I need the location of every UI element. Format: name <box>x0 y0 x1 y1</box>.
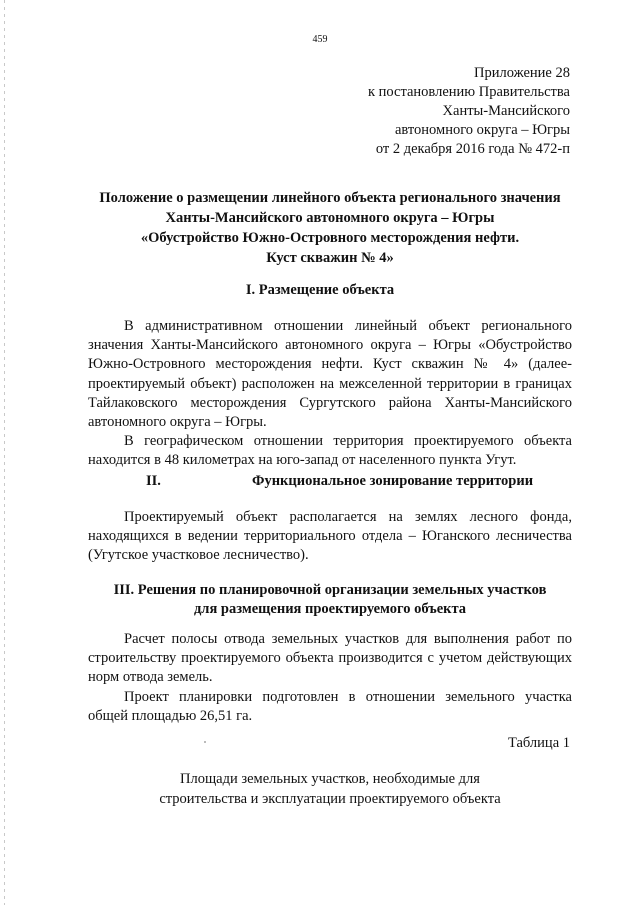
caption-line: строительства и эксплуатации проектируемого объекта <box>159 791 501 807</box>
section-3-heading-line1: III. Решения по планировочной организации земельных участков <box>113 582 547 598</box>
paragraph: Расчет полосы отвода земельных участков для выполнения работ по строительству проектируемого объекта производится с учетом действующих норм отвода земель. <box>88 631 572 686</box>
section-1-heading: I. Размещение объекта <box>245 282 395 298</box>
appendix-line: Ханты-Мансийского <box>442 103 570 119</box>
paragraph: В географическом отношении территория проектируемого объекта находится в 48 километрах на юго-запад от населенного пункта Угут. <box>88 433 572 469</box>
section-3-body <box>88 630 572 726</box>
paragraph: Проектируемый объект располагается на землях лесного фонда, находящихся в ведении территориального отдела – Юганского лесничества (Угутское участковое лесничество). <box>88 509 572 564</box>
section-1-body <box>88 317 572 471</box>
paragraph: Проект планировки подготовлен в отношении земельного участка общей площадью 26,51 га. <box>88 688 572 724</box>
appendix-line: автономного округа – Югры <box>394 122 570 138</box>
title-line: Ханты-Мансийского автономного округа – Югры <box>165 210 495 226</box>
title-line: Куст скважин № 4» <box>266 250 394 266</box>
page-number: 459 <box>312 34 328 45</box>
section-2-heading: Функциональное зонирование территории <box>252 473 534 489</box>
scan-edge-marks <box>4 0 5 905</box>
section-2-body <box>88 508 572 566</box>
title-line: «Обустройство Южно-Островного месторождения нефти. <box>140 230 520 246</box>
appendix-block <box>270 64 570 159</box>
title-line: Положение о размещении линейного объекта регионального значения <box>99 190 561 206</box>
paragraph: В административном отношении линейный объект регионального значения Ханты-Мансийского автономного округа – Югры «Обустройство Южно-Островного месторождения нефти. Куст скважин № 4» (далее-проектируемый объект) расположен на межселенной территории в границах Тайлаковского месторождения Сургутского района Ханты-Мансийского автономного округа – Югры. <box>88 318 572 431</box>
caption-line: Площади земельных участков, необходимые для <box>180 771 480 787</box>
appendix-line: Приложение 28 <box>474 65 570 81</box>
scan-speck <box>204 741 206 743</box>
section-2-number: II. <box>146 473 161 489</box>
table-label: Таблица 1 <box>507 735 570 751</box>
appendix-line: от 2 декабря 2016 года № 472-п <box>375 141 570 157</box>
document-title <box>80 188 580 268</box>
appendix-line: к постановлению Правительства <box>368 84 570 100</box>
table-caption <box>80 769 580 809</box>
section-3-heading-line2: для размещения проектируемого объекта <box>193 601 467 617</box>
